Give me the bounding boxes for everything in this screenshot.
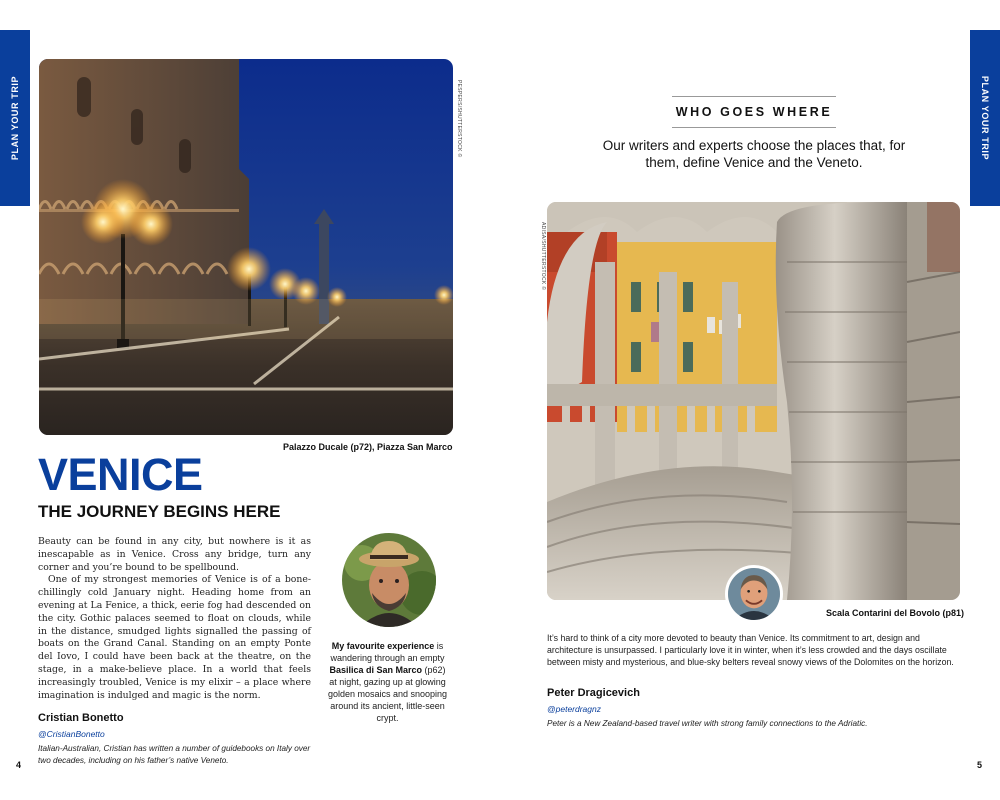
left-photo-caption: Palazzo Ducale (p72), Piazza San Marco xyxy=(283,442,453,452)
author-1-handle[interactable]: @CristianBonetto xyxy=(38,729,105,739)
author-2-handle[interactable]: @peterdragnz xyxy=(547,704,601,714)
author-1-bio: Italian-Australian, Cristian has written a number of guidebooks on Italy over two decades, including on his father’s native Veneto. xyxy=(38,744,311,765)
plan-your-trip-tab-right xyxy=(970,30,1000,206)
page-number-left: 4 xyxy=(16,760,22,770)
who-goes-where-heading xyxy=(672,96,836,128)
who-goes-where-intro: Our writers and experts choose the places that, for them, define Venice and the Veneto. xyxy=(602,138,906,170)
tab-label-right: PLAN YOUR TRIP xyxy=(980,75,990,161)
author-1-avatar xyxy=(342,533,436,627)
right-photo-caption: Scala Contarini del Bovolo (p81) xyxy=(826,608,965,618)
favourite-heading: My favourite experience xyxy=(331,641,435,651)
favourite-experience xyxy=(326,640,449,724)
author-1-name: Cristian Bonetto xyxy=(38,712,124,724)
author-2-avatar xyxy=(725,565,783,623)
favourite-place: Basilica di San Marco xyxy=(329,665,423,675)
article-body xyxy=(38,536,311,702)
scala-contarini-photo xyxy=(547,202,960,600)
tab-label-left: PLAN YOUR TRIP xyxy=(10,75,20,161)
author-2-name: Peter Dragicevich xyxy=(547,687,640,699)
left-photo-credit: PESPERS/SHUTTERSTOCK © xyxy=(456,80,462,158)
article-subtitle: THE JOURNEY BEGINS HERE xyxy=(38,502,281,521)
who-goes-where-label: WHO GOES WHERE xyxy=(675,105,833,119)
article-title: VENICE xyxy=(38,449,203,500)
article-paragraph-1: Beauty can be found in any city, but nowhere is it as inescapable as in Venice. Cross any bridge, turn any corner and you’re bound to be spellbound. xyxy=(38,536,311,573)
palazzo-ducale-photo xyxy=(39,59,453,435)
article-paragraph-2: One of my strongest memories of Venice is of a bone-chillingly cold January night. Heading home from an evening at La Fenice, a thick, eerie fog had descended on the city. Gothic palaces seemed to float on clouds, while in the distance, smudged lights signalled the passing of boats on the Grand Canal. Standing on an empty Ponte del Iovo, I could have been back at the theatre, on the stage, in a make-believe place. In a world that feels increasingly troubled, Venice is my elixir – a place where imagination is indulged and magic is the norm. xyxy=(38,574,311,701)
plan-your-trip-tab-left xyxy=(0,30,30,206)
author-2-bio: Peter is a New Zealand-based travel writer with strong family connections to the Adriatic. xyxy=(547,719,868,728)
right-photo-credit: ADISA/SHUTTERSTOCK © xyxy=(540,222,546,291)
favourite-text-2: (p62) at night, gazing up at glowing golden mosaics and snooping around its ancient, little-seen crypt. xyxy=(327,665,448,723)
heading-rule-bottom xyxy=(672,127,836,128)
favourite-text-1: is wandering through an empty xyxy=(330,641,445,663)
page-number-right: 5 xyxy=(977,760,983,770)
author-2-body: It’s hard to think of a city more devoted to beauty than Venice. Its commitment to art, design and architecture is unsurpassed. I particularly love it in winter, when it’s less crowded and the days oscillate between misty and mysterious, and blue-sky belters reveal snowy views of the Dolomites on the horizon. xyxy=(547,633,954,668)
